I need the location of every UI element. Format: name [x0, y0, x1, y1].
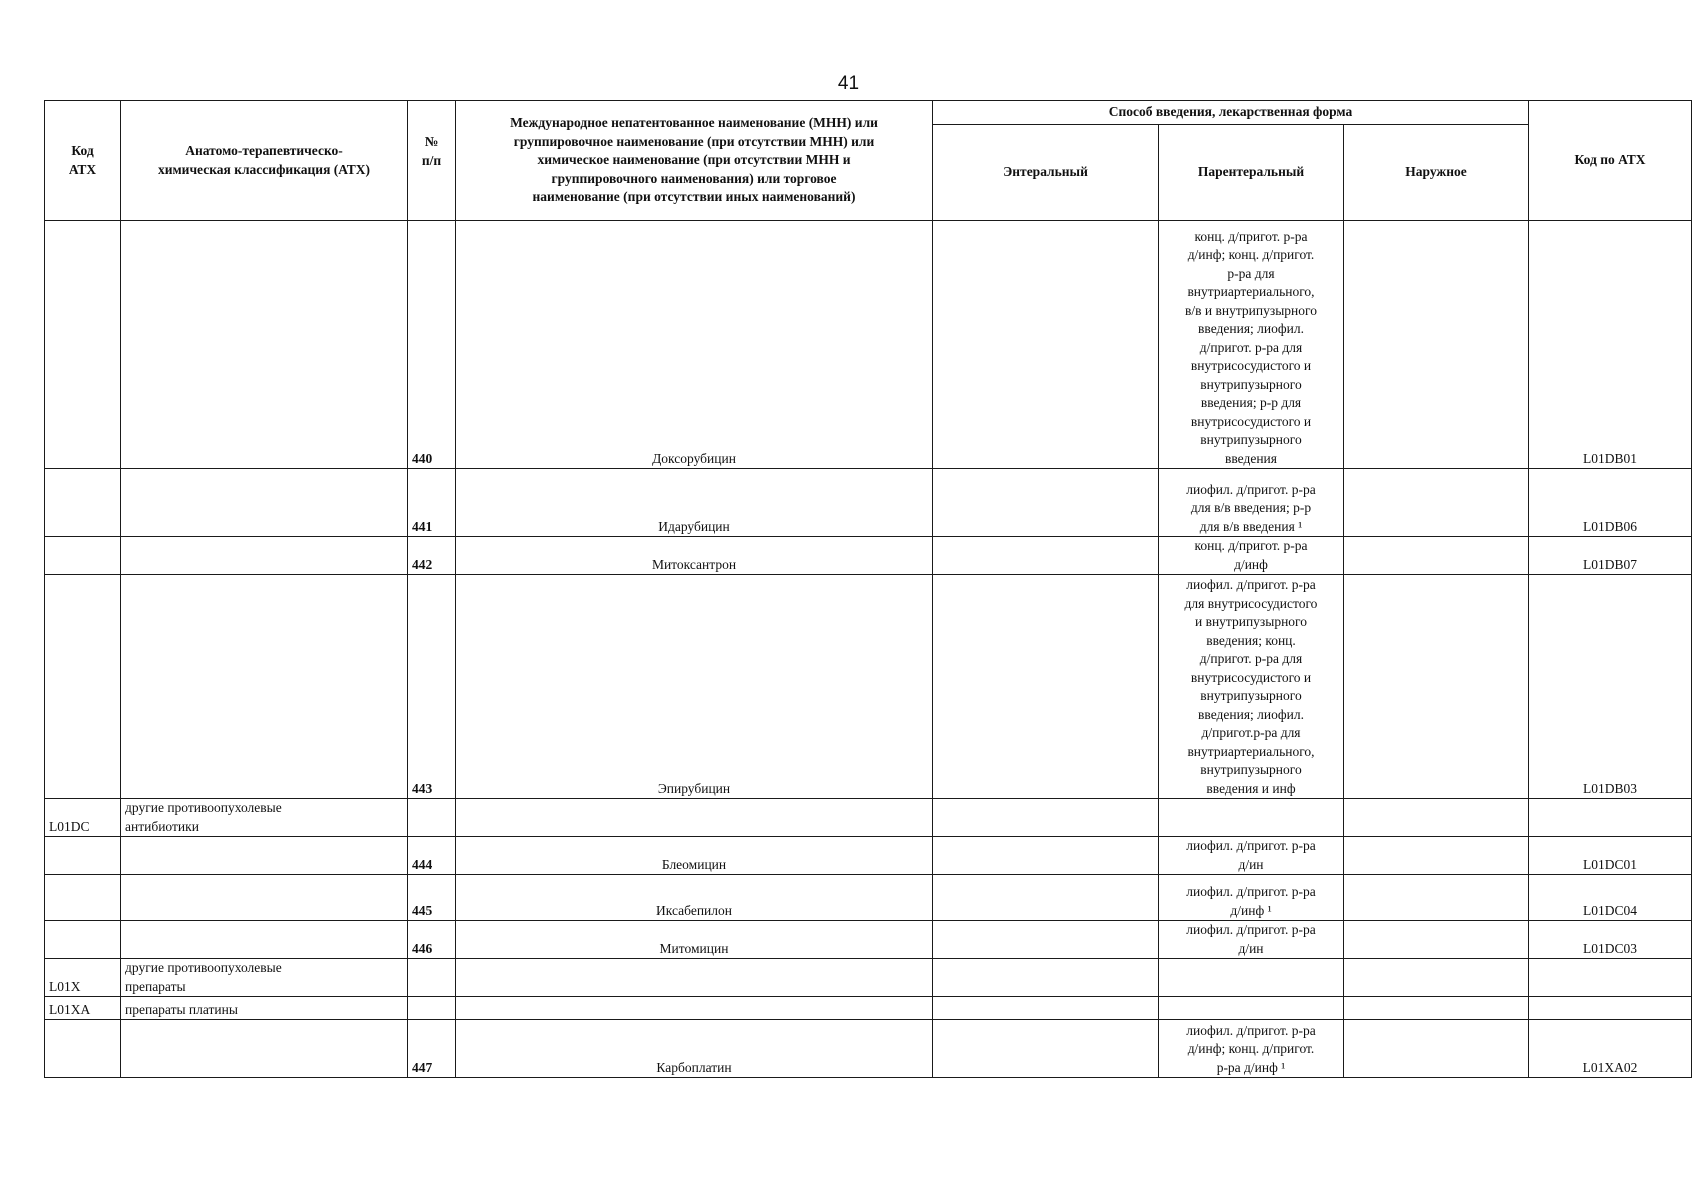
external-cell: [1344, 221, 1529, 469]
external-cell: [1344, 997, 1529, 1020]
header-atx-code: Код по АТХ: [1529, 101, 1692, 221]
header-classification: Анатомо-терапевтическо- химическая классификация (АТХ): [121, 101, 408, 221]
parenteral-form: конц. д/пригот. р-ра д/инф: [1159, 537, 1344, 575]
atx-group-code: [45, 1020, 121, 1078]
drug-name: Иксабепилон: [456, 875, 933, 921]
table-header: [45, 101, 1692, 221]
drug-name: Митомицин: [456, 921, 933, 959]
header-number: № п/п: [408, 101, 456, 221]
enteral-cell: [933, 221, 1159, 469]
atx-group-code: [45, 469, 121, 537]
drug-name: Карбоплатин: [456, 1020, 933, 1078]
external-cell: [1344, 537, 1529, 575]
header-route-group: Способ введения, лекарственная форма: [933, 101, 1529, 125]
drug-name: Эпирубицин: [456, 575, 933, 799]
table-row: [45, 575, 1692, 799]
atx-group-name: [121, 921, 408, 959]
atx-group-name: [121, 1020, 408, 1078]
row-number: 442: [408, 537, 456, 575]
table-body: [45, 221, 1692, 1078]
row-number: [408, 959, 456, 997]
atx-group-name: препараты платины: [121, 997, 408, 1020]
atx-group-code: L01DC: [45, 799, 121, 837]
table-row: [45, 875, 1692, 921]
row-number: 441: [408, 469, 456, 537]
table-row: [45, 921, 1692, 959]
table-row: [45, 997, 1692, 1020]
atx-code: L01DB07: [1529, 537, 1692, 575]
drug-name: [456, 997, 933, 1020]
parenteral-form: лиофил. д/пригот. р-ра д/инф ¹: [1159, 875, 1344, 921]
header-code-atx: Код АТХ: [45, 101, 121, 221]
parenteral-form: лиофил. д/пригот. р-ра д/ин: [1159, 837, 1344, 875]
atx-group-code: L01X: [45, 959, 121, 997]
atx-group-name: [121, 875, 408, 921]
atx-group-name: другие противоопухолевые антибиотики: [121, 799, 408, 837]
enteral-cell: [933, 575, 1159, 799]
atx-group-code: [45, 875, 121, 921]
page-number: 41: [837, 73, 860, 94]
enteral-cell: [933, 1020, 1159, 1078]
row-number: 445: [408, 875, 456, 921]
parenteral-form: [1159, 997, 1344, 1020]
drug-name: Доксорубицин: [456, 221, 933, 469]
enteral-cell: [933, 537, 1159, 575]
header-external: Наружное: [1344, 125, 1529, 221]
atx-group-name: [121, 469, 408, 537]
drug-name: Блеомицин: [456, 837, 933, 875]
atx-code: [1529, 959, 1692, 997]
atx-group-name: [121, 575, 408, 799]
atx-code: L01XA02: [1529, 1020, 1692, 1078]
table-row: [45, 221, 1692, 469]
header-parenteral: Парентеральный: [1159, 125, 1344, 221]
external-cell: [1344, 921, 1529, 959]
atx-code: L01DC03: [1529, 921, 1692, 959]
row-number: 443: [408, 575, 456, 799]
external-cell: [1344, 799, 1529, 837]
external-cell: [1344, 875, 1529, 921]
atx-group-code: [45, 221, 121, 469]
drug-name: Митоксантрон: [456, 537, 933, 575]
parenteral-form: лиофил. д/пригот. р-ра д/ин: [1159, 921, 1344, 959]
drug-table: [44, 100, 1692, 1078]
table-row: [45, 1020, 1692, 1078]
atx-group-code: [45, 837, 121, 875]
atx-code: L01DB06: [1529, 469, 1692, 537]
enteral-cell: [933, 799, 1159, 837]
atx-group-name: [121, 537, 408, 575]
drug-name: Идарубицин: [456, 469, 933, 537]
atx-group-name: другие противоопухолевые препараты: [121, 959, 408, 997]
atx-group-code: [45, 575, 121, 799]
enteral-cell: [933, 921, 1159, 959]
parenteral-form: лиофил. д/пригот. р-ра для внутрисосудистого и внутрипузырного введения; конц. д/пригот. р-ра для внутрисосудистого и внутрипузырного введения; лиофил. д/пригот.р-ра для внутриартериального, внутрипузырного введения и инф: [1159, 575, 1344, 799]
atx-code: [1529, 799, 1692, 837]
enteral-cell: [933, 837, 1159, 875]
enteral-cell: [933, 469, 1159, 537]
row-number: 447: [408, 1020, 456, 1078]
atx-group-code: L01XA: [45, 997, 121, 1020]
parenteral-form: конц. д/пригот. р-ра д/инф; конц. д/пригот. р-ра для внутриартериального, в/в и внутрипузырного введения; лиофил. д/пригот. р-ра для внутрисосудистого и внутрипузырного введения; р-р для внутрисосудистого и внутрипузырного введения: [1159, 221, 1344, 469]
external-cell: [1344, 469, 1529, 537]
atx-group-code: [45, 921, 121, 959]
external-cell: [1344, 837, 1529, 875]
atx-code: [1529, 997, 1692, 1020]
header-enteral: Энтеральный: [933, 125, 1159, 221]
atx-code: L01DB03: [1529, 575, 1692, 799]
atx-group-name: [121, 221, 408, 469]
external-cell: [1344, 1020, 1529, 1078]
table-row: [45, 799, 1692, 837]
parenteral-form: [1159, 959, 1344, 997]
table-row: [45, 469, 1692, 537]
table-row: [45, 959, 1692, 997]
row-number: 444: [408, 837, 456, 875]
drug-name: [456, 799, 933, 837]
atx-code: L01DB01: [1529, 221, 1692, 469]
external-cell: [1344, 575, 1529, 799]
table-row: [45, 537, 1692, 575]
enteral-cell: [933, 959, 1159, 997]
parenteral-form: лиофил. д/пригот. р-ра д/инф; конц. д/пригот. р-ра д/инф ¹: [1159, 1020, 1344, 1078]
row-number: [408, 799, 456, 837]
atx-code: L01DC01: [1529, 837, 1692, 875]
enteral-cell: [933, 875, 1159, 921]
drug-name: [456, 959, 933, 997]
row-number: [408, 997, 456, 1020]
atx-code: L01DC04: [1529, 875, 1692, 921]
row-number: 446: [408, 921, 456, 959]
atx-group-name: [121, 837, 408, 875]
external-cell: [1344, 959, 1529, 997]
parenteral-form: лиофил. д/пригот. р-ра для в/в введения; р-р для в/в введения ¹: [1159, 469, 1344, 537]
atx-group-code: [45, 537, 121, 575]
enteral-cell: [933, 997, 1159, 1020]
header-drug-name: Международное непатентованное наименование (МНН) или группировочное наименование (при отсутствии МНН) или химическое наименование (при отсутствии МНН и группировочного наименования) или торговое наименование (при отсутствии иных наименований): [456, 101, 933, 221]
parenteral-form: [1159, 799, 1344, 837]
row-number: 440: [408, 221, 456, 469]
table-row: [45, 837, 1692, 875]
